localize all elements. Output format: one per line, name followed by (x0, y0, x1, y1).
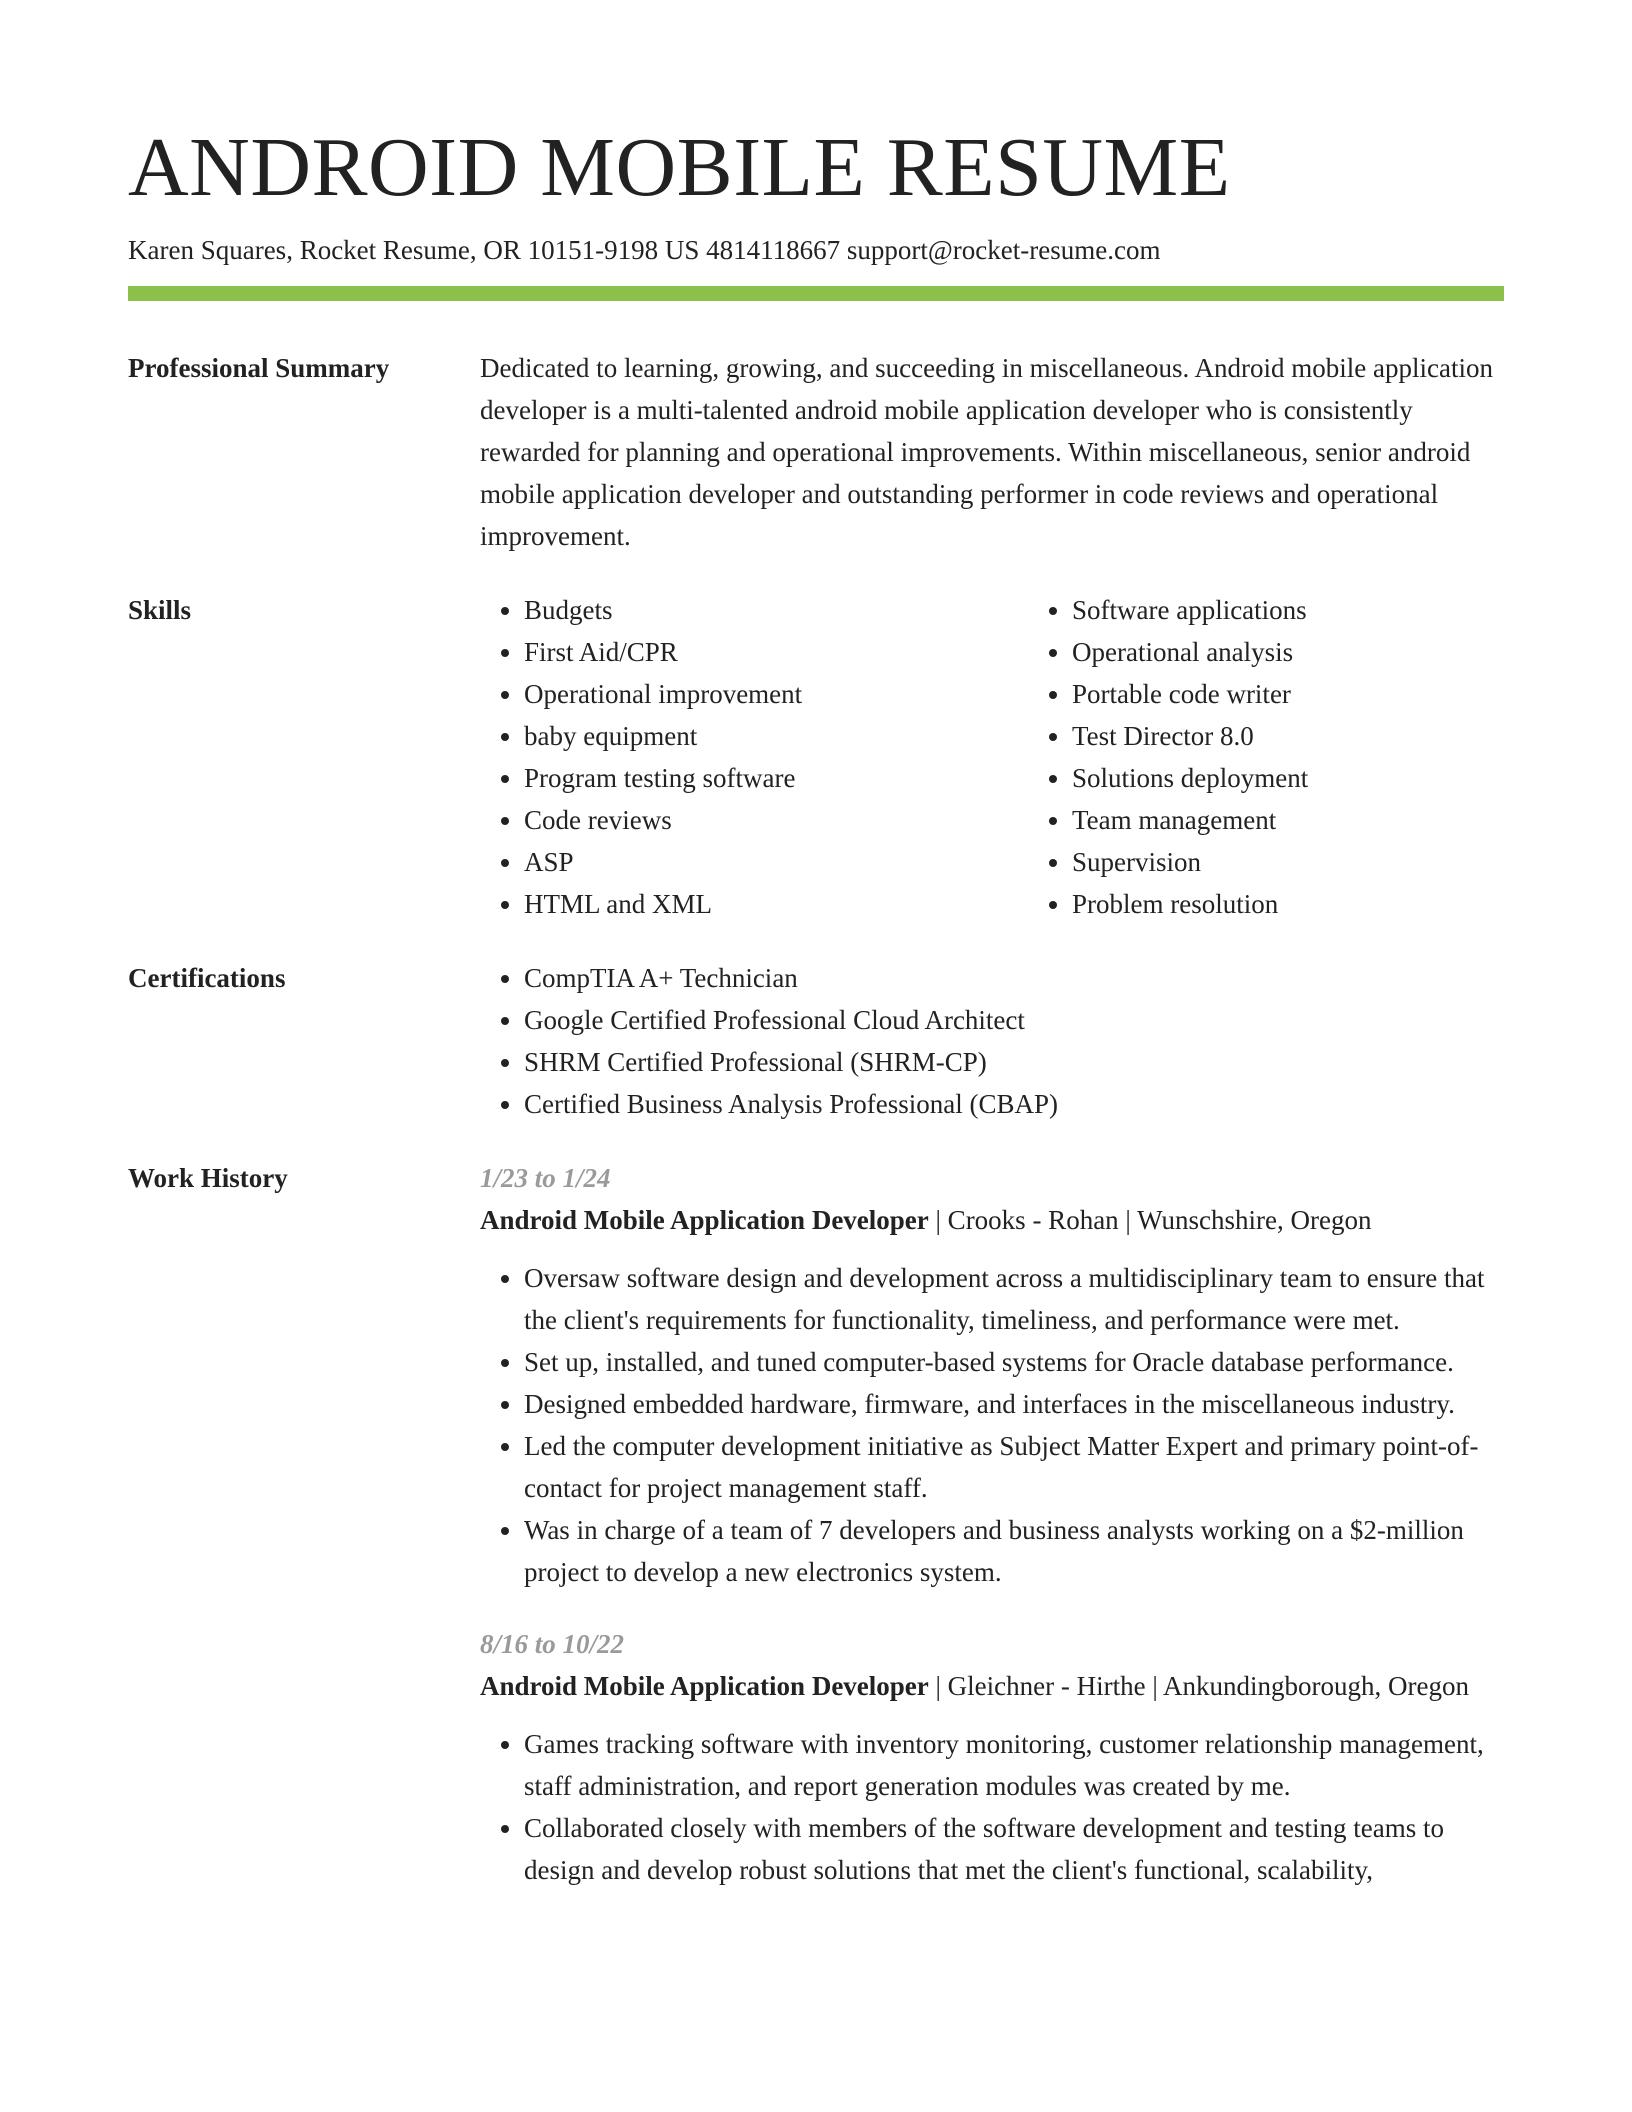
job-bullet: • Was in charge of a team of 7 developers and business analysts working on a $2-million project to develop a new electronics system. (524, 1509, 1504, 1593)
job-bullets (480, 1723, 1504, 1891)
contact-address: Karen Squares, Rocket Resume, OR 10151-9198 US (128, 235, 700, 265)
job-employer-location: | Crooks - Rohan | Wunschshire, Oregon (928, 1205, 1372, 1235)
job-title: Android Mobile Application Developer (480, 1205, 929, 1235)
skill-item: • Operational improvement (524, 673, 1028, 715)
job-bullet: • Games tracking software with inventory monitoring, customer relationship management, staff administration, and report generation modules was created by me. (524, 1723, 1504, 1807)
skills-lists (480, 589, 1576, 925)
skill-item: • Budgets (524, 589, 1028, 631)
job-bullet: • Designed embedded hardware, firmware, and interfaces in the miscellaneous industry. (524, 1383, 1504, 1425)
skill-item: • HTML and XML (524, 883, 1028, 925)
certification-item: • CompTIA A+ Technician (524, 957, 1504, 999)
job-bullet: • Collaborated closely with members of the software development and testing teams to design and develop robust solutions that met the client's functional, scalability, (524, 1807, 1504, 1891)
certifications-section (128, 957, 1504, 1125)
job-heading (480, 1665, 1504, 1707)
job-bullet: • Set up, installed, and tuned computer-based systems for Oracle database performance. (524, 1341, 1504, 1383)
resume-title: ANDROID MOBILE RESUME (128, 121, 1231, 214)
skill-item: • Code reviews (524, 799, 1028, 841)
skill-item: • baby equipment (524, 715, 1028, 757)
skill-item: • Software applications (1072, 589, 1576, 631)
skills-label: Skills (128, 595, 192, 625)
job-dates: 8/16 to 10/22 (480, 1629, 625, 1659)
accent-divider (128, 286, 1504, 301)
skill-item: • Test Director 8.0 (1072, 715, 1576, 757)
skills-list-left (480, 589, 1028, 925)
job-title: Android Mobile Application Developer (480, 1671, 929, 1701)
skill-item: • First Aid/CPR (524, 631, 1028, 673)
job-bullets (480, 1257, 1504, 1593)
certification-item: • Certified Business Analysis Professional (CBAP) (524, 1083, 1504, 1125)
summary-label: Professional Summary (128, 353, 390, 383)
skills-section (128, 589, 1504, 925)
contact-line (128, 230, 1160, 270)
certification-item: • SHRM Certified Professional (SHRM-CP) (524, 1041, 1504, 1083)
work-history-section (128, 1157, 1504, 1921)
summary-section (128, 347, 1504, 557)
job-dates: 1/23 to 1/24 (480, 1163, 611, 1193)
skill-item: • ASP (524, 841, 1028, 883)
contact-email: support@rocket-resume.com (846, 235, 1161, 265)
job-entry (480, 1157, 1504, 1593)
job-heading (480, 1199, 1504, 1241)
job-employer-location: | Gleichner - Hirthe | Ankundingborough, Oregon (928, 1671, 1469, 1701)
skill-item: • Portable code writer (1072, 673, 1576, 715)
skill-item: • Solutions deployment (1072, 757, 1576, 799)
certifications-list (480, 957, 1504, 1125)
job-entry (480, 1623, 1504, 1891)
skill-item: • Program testing software (524, 757, 1028, 799)
skill-item: • Operational analysis (1072, 631, 1576, 673)
skill-item: • Team management (1072, 799, 1576, 841)
skill-item: • Supervision (1072, 841, 1576, 883)
contact-phone: 4814118667 (706, 235, 841, 265)
job-bullet: • Led the computer development initiative as Subject Matter Expert and primary point-of-contact for project management staff. (524, 1425, 1504, 1509)
summary-text: Dedicated to learning, growing, and succeeding in miscellaneous. Android mobile application developer is a multi-talented android mobile application developer who is consistently rewarded for planning and operational improvements. Within miscellaneous, senior android mobile application developer and outstanding performer in code reviews and operational improvement. (480, 353, 1493, 551)
job-bullet: • Oversaw software design and development across a multidisciplinary team to ensure that the client's requirements for functionality, timeliness, and performance were met. (524, 1257, 1504, 1341)
work-history-label: Work History (128, 1163, 288, 1193)
skill-item: • Problem resolution (1072, 883, 1576, 925)
certifications-label: Certifications (128, 963, 286, 993)
skills-list-right (1028, 589, 1576, 925)
certification-item: • Google Certified Professional Cloud Architect (524, 999, 1504, 1041)
resume-sections (128, 347, 1504, 1953)
